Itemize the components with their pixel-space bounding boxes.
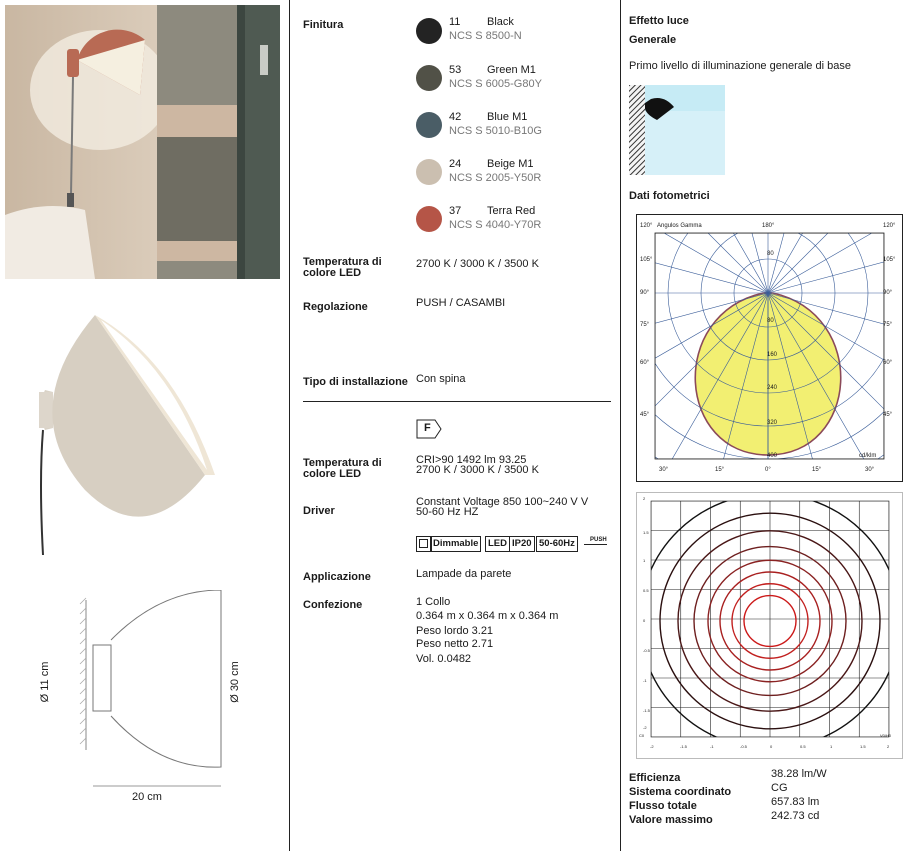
iso-y-0: 0 — [643, 618, 646, 623]
checkbox-inner-icon — [419, 539, 428, 548]
iso-corner-left: C0 — [639, 733, 645, 738]
iso-y-m1: -1 — [643, 678, 647, 683]
polar-radial-240: 240 — [767, 385, 778, 391]
polar-right-90: 90° — [883, 290, 893, 296]
polar-left-45: 45° — [640, 412, 650, 418]
application-value: Lampade da parete — [416, 568, 512, 580]
polar-radial-80a: 80 — [767, 251, 774, 257]
iso-x-m0.5: -0.5 — [740, 744, 747, 749]
iso-y-2: 2 — [643, 496, 646, 501]
polar-radial-400: 400 — [767, 453, 778, 459]
iso-x-2: 2 — [887, 744, 890, 749]
iso-y-m1.5: -1.5 — [643, 708, 650, 713]
driver-value-1: Constant Voltage 850 100~240 V V — [416, 496, 589, 508]
flux-value: 657.83 lm — [771, 796, 820, 808]
isolux-svg — [637, 493, 902, 758]
product-photo-room — [5, 5, 280, 279]
polar-bottom-15l: 15° — [715, 467, 725, 473]
polar-radial-80b: 80 — [767, 318, 774, 324]
polar-right-75: 75° — [883, 322, 893, 328]
badge-led: LED — [485, 536, 510, 552]
column-divider-right — [620, 0, 621, 851]
polar-bottom-30l: 30° — [659, 467, 669, 473]
polar-right-60: 60° — [883, 360, 893, 366]
iso-x-0: 0 — [770, 744, 773, 749]
polar-radial-160: 160 — [767, 352, 778, 358]
iso-y-m0.5: -0.5 — [643, 648, 650, 653]
badge-dimmable: Dimmable — [430, 536, 481, 552]
dimension-small: Ø 11 cm — [39, 661, 51, 703]
light-effect-value: Generale — [629, 34, 677, 46]
polar-left-105: 105° — [640, 257, 653, 263]
polar-header-mid: 180° — [762, 223, 775, 229]
coord-label: Sistema coordinato — [629, 786, 732, 798]
polar-header-left: 120° — [640, 223, 653, 229]
swatch-green — [416, 65, 442, 91]
column-divider-left — [289, 0, 290, 851]
section-divider — [303, 401, 611, 402]
badge-hz: 50-60Hz — [536, 536, 578, 552]
polar-bottom-0: 0° — [765, 467, 771, 473]
swatch-blue — [416, 112, 442, 138]
swatch-beige — [416, 159, 442, 185]
polar-header-right: 120° — [883, 223, 896, 229]
iso-x-m2: -2 — [650, 744, 654, 749]
packaging-line-1: 1 Collo — [416, 596, 451, 608]
polar-left-75: 75° — [640, 322, 650, 328]
regulation-value: PUSH / CASAMBI — [416, 297, 506, 309]
swatch-terra-red — [416, 206, 442, 232]
product-photo-lamp — [25, 300, 255, 560]
led-temp2-value: 2700 K / 3000 K / 3500 K — [416, 464, 539, 476]
driver-value-2: 50-60 Hz HZ — [416, 506, 479, 518]
max-value: 242.73 cd — [771, 810, 820, 822]
application-label: Applicazione — [303, 571, 371, 583]
iso-corner-right: V0/H0 — [880, 733, 892, 738]
badge-ip20: IP20 — [509, 536, 535, 552]
iso-x-0.5: 0.5 — [800, 744, 806, 749]
iso-x-m1: -1 — [710, 744, 714, 749]
light-description: Primo livello di illuminazione generale di base — [629, 60, 851, 72]
max-label: Valore massimo — [629, 814, 713, 826]
polar-right-105: 105° — [883, 257, 896, 263]
flux-label: Flusso totale — [629, 800, 697, 812]
driver-label: Driver — [303, 505, 335, 517]
light-effect-icon — [629, 85, 725, 175]
polar-left-90: 90° — [640, 290, 650, 296]
install-label: Tipo di installazione — [303, 376, 408, 388]
packaging-line-5: Vol. 0.0482 — [416, 653, 472, 665]
iso-y-m2: -2 — [643, 725, 647, 730]
led-temp-value: 2700 K / 3000 K / 3500 K — [416, 258, 539, 270]
polar-header-title: Angulos Gamma — [657, 223, 702, 229]
polar-bottom-15r: 15° — [812, 467, 822, 473]
packaging-line-2: 0.364 m x 0.364 m x 0.364 m — [416, 610, 559, 622]
cri-value: CRI>90 1492 lm 93.25 — [416, 454, 527, 466]
dimension-depth: 20 cm — [132, 791, 162, 803]
polar-bottom-30r: 30° — [865, 467, 875, 473]
isolux-diagram — [636, 492, 903, 759]
install-value: Con spina — [416, 373, 466, 385]
iso-x-m1.5: -1.5 — [680, 744, 687, 749]
dimension-drawing — [30, 590, 280, 810]
efficiency-value: 38.28 lm/W — [771, 768, 827, 780]
light-effect-label: Effetto luce — [629, 15, 689, 27]
efficiency-label: Efficienza — [629, 772, 681, 784]
regulation-label: Regolazione — [303, 301, 368, 313]
led-temp-label: Temperatura di colore LED — [303, 256, 382, 279]
polar-left-60: 60° — [640, 360, 650, 366]
badge-push: PUSH — [584, 536, 607, 545]
iso-y-0.5: 0.5 — [643, 588, 649, 593]
packaging-label: Confezione — [303, 599, 363, 611]
dimension-large: Ø 30 cm — [229, 661, 241, 703]
polar-unit: cd/klm — [859, 453, 877, 459]
iso-y-1: 1 — [643, 558, 646, 563]
polar-radial-320: 320 — [767, 420, 778, 426]
iso-x-1: 1 — [830, 744, 833, 749]
iso-x-1.5: 1.5 — [860, 744, 866, 749]
led-temp2-label: Temperatura di colore LED — [303, 457, 382, 480]
finish-label: Finitura — [303, 19, 344, 31]
coord-value: CG — [771, 782, 788, 794]
polar-diagram — [636, 214, 903, 482]
iso-y-1.5: 1.5 — [643, 530, 649, 535]
packaging-line-3: Peso lordo 3.21 — [416, 625, 494, 637]
packaging-line-4: Peso netto 2.71 — [416, 638, 494, 650]
swatch-black — [416, 18, 442, 44]
photometric-label: Dati fotometrici — [629, 190, 710, 202]
energy-class-label: F — [416, 419, 442, 439]
polar-right-45: 45° — [883, 412, 893, 418]
